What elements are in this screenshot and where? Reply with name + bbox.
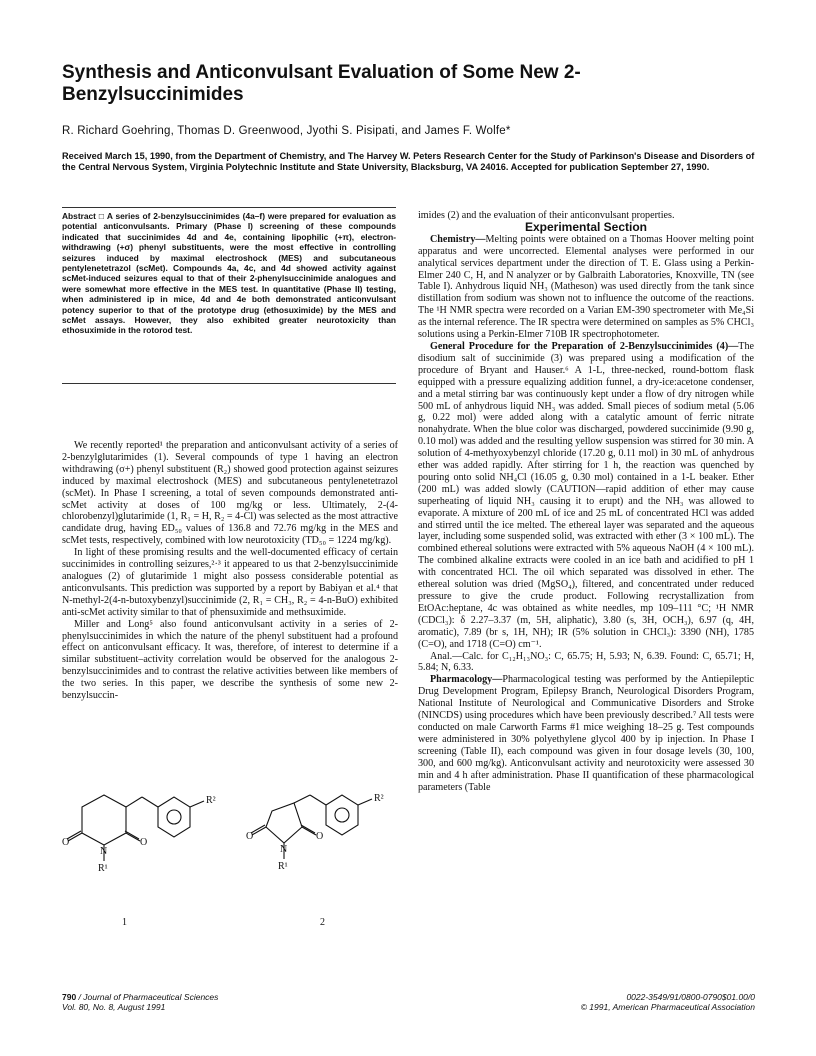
chemistry-paragraph bbox=[418, 234, 754, 341]
right-column-body bbox=[418, 210, 754, 793]
body-paragraph: imides (2) and the evaluation of their anticonvulsant properties. bbox=[418, 210, 675, 221]
abstract-top-rule bbox=[62, 207, 396, 208]
r2-label: R² bbox=[374, 793, 384, 804]
article-title: Synthesis and Anticonvulsant Evaluation of Some New 2-Benzylsuccinimides bbox=[62, 62, 581, 105]
r1-label: R¹ bbox=[98, 863, 108, 874]
oxygen-label: O bbox=[246, 831, 254, 842]
chemistry-label: Chemistry— bbox=[430, 233, 486, 245]
chemistry-text: Melting points were obtained on a Thomas Hoover melting point apparatus and were uncorrected. Elemental analyses were performed in our analytical services department under the direction of T. E. Glass using a Perkin-Elmer 240 C, H, and N analyzer or by Galbraith Laboratories, Knoxville, TN (see Table I). Anhydrous liquid NH₃ (Matheson) was used directly from the tank since distillation from sodium was shown not to influence the outcome of the reactions. The ¹H NMR spectra were recorded on a Varian EM-390 spectrometer with Me₄Si as the internal reference. The IR spectra were determined on samples as 5% CHCl₃ solutions using a Perkin-Elmer 710B IR spectrophotometer. bbox=[418, 233, 754, 341]
oxygen-label: O bbox=[140, 837, 148, 848]
abstract-bottom-rule bbox=[62, 383, 396, 384]
chemical-structures bbox=[62, 755, 398, 945]
body-paragraph: We recently reported¹ the preparation and anticonvulsant activity of a series of 2-benzylglutarimides (1). Several compounds of type 1 having an electron withdrawing (σ+) phenyl substituent (R₂) showed good protection against seizures induced by maximal electroshock (MES) and subcutaneous pentylenetetrazol (scMet). In Phase I screening, a total of seven compounds demonstrated anti-scMet activity at doses of 100 mg/kg or less. Ultimately, 2-(4-chlorobenzyl)glutarimide (1, R₁ = H, R₂ = 4-Cl) was selected as the most attractive candidate drug, having ED₅₀ values of 136.8 and 72.76 mg/kg in the MES and scMet tests, respectively, combined with low neurotoxicity (TD₅₀ = 1224 mg/kg). bbox=[62, 440, 398, 547]
abstract-text: □ A series of 2-benzylsuccinimides (4a–f) were prepared for evaluation as potential anticonvulsants. Primary (Phase I) screening of these compounds indicated that succinimides 4d and 4e, containing lipophilic (+π), electron-withdrawing (+σ) phenyl substituents, were the most effective in controlling seizures induced by maximal electroshock (MES) and subcutaneous pentylenetetrazol (scMet). Compounds 4a, 4c, and 4d showed activity against scMet-induced seizures equal to that of their 2-phenylsuccinimide analogues and were somewhat more effective in the MES test. In quantitative (Phase II) testing, when administered ip in mice, 4d and 4e both demonstrated anticonvulsant potency superior to that of the prototype drug (ethosuximide) by the MES and scMet assays. However, they also exhibited greater neurotoxicity than ethosuximide in the rotorod test. bbox=[62, 211, 397, 336]
r1-label: R¹ bbox=[278, 861, 288, 872]
abstract-label: Abstract bbox=[62, 211, 96, 221]
pharmacology-paragraph bbox=[418, 674, 754, 793]
nitrogen-label: N bbox=[280, 844, 288, 855]
pharmacology-label: Pharmacology— bbox=[430, 674, 503, 686]
section-heading: Experimental Section bbox=[524, 219, 648, 234]
copyright-line: © 1991, American Pharmaceutical Association bbox=[580, 1002, 755, 1012]
pharmacology-text: Pharmacological testing was performed by the Antiepileptic Drug Development Program, Epilepsy Branch, Neurological Disorders Program, National Institute of Neurological and Communicative Disorders and Stroke (NINCDS) using procedures which have been previously described.⁷ All tests were conducted on male Carworth Farms #1 mice weighing 18–25 g. Test compounds were administered in 30% polyethylene glycol 400 by ip injection. In Phase I screening (Table II), each compound was given in four dosage levels (30, 100, 300, and 600 mg/kg). Anticonvulsant activity and neurotoxicity were assessed 30 min and 4 h after administration. Phase II quantification of these pharmacological parameters (Table bbox=[418, 674, 754, 793]
body-paragraph: Miller and Long⁵ also found anticonvulsant activity in a series of 2-phenylsuccinimides in which the nature of the phenyl substituent had a profound effect on anticonvulsant efficacy. It was, therefore, of interest to determine if a similar substituent–activity correlation would be observed for the analogous 2-benzylsuccinimides and to contrast the relative activities between like members of the two series. In this paper, we describe the synthesis of some new 2-benzylsuccin- bbox=[62, 618, 398, 702]
structure-label-1: 1 bbox=[122, 917, 127, 928]
oxygen-label: O bbox=[62, 837, 70, 848]
page-number: 790 bbox=[62, 992, 77, 1002]
footer-journal bbox=[62, 992, 218, 1012]
oxygen-label: O bbox=[316, 831, 324, 842]
journal-name: / Journal of Pharmaceutical Sciences bbox=[76, 992, 219, 1002]
procedure-paragraph bbox=[418, 341, 754, 651]
procedure-text: The disodium salt of succinimide (3) was prepared using a modification of the procedure of Bryant and Hauser.⁶ A 1-L, three-necked, round-bottom flask equipped with a pressure equalizing addition funnel, a dry-ice:acetone condenser, and a metal stirring bar was continuously kept under a flow of dry nitrogen while 500 mL of anhydrous liquid NH₃ was added. Small pieces of sodium metal (5.06 g, 0.22 mol) were added along with a catalytic amount of ferric nitrate nonahydrate. When the blue color was discharged, powdered succinimide (9.90 g, 0.10 mol) was added and the resulting yellow suspension was stirred for 30 min. A solution of 4-methyoxybenzyl chloride (17.20 g, 0.11 mol) in 30 mL of anhydrous ether was added rapidly. After stirring for 1 h, the reaction was quenched by pouring onto solid NH₄Cl (16.05 g, 0.30 mol) contained in a 1-L beaker. Ether (200 mL) was added slowly (CAUTION—rapid addition of ether may cause superheating of liquid NH₃ causing it to erupt) and the NH₃ was allowed to evaporate. A mixture of 200 mL of ice and 25 mL of concentrated HCl was added and stirred until the ice melted. The ethereal layer was separated and the aqueous layer, including some suspended solid, was extracted with ether (3 × 100 mL). The combined ethereal solutions were extracted with 5% aqueous NaOH (4 × 100 mL). The combined alkaline extracts were cooled in an ice bath and acidified to pH 1 with concentrated HCl. The oil which separated was dissolved in ether. The ethereal solution was dried (MgSO₄), filtered, and concentrated under reduced pressure to give the crude product. Following recrystallization from EtOAc:heptane, 4c was obtained as white needles, mp 109–111 °C; ¹H NMR (CDCl₃): δ 2.27–3.37 (m, 5H, aliphatic), 3.80 (s, 3H, OCH₃), 6.97 (q, 4H, aromatic), 7.89 (br s, 1H, NH); IR (5% solution in CHCl₃): 3390 (NH), 1785 (C=O), and 1718 (C=O) cm⁻¹. bbox=[418, 340, 754, 650]
structure-label-2: 2 bbox=[320, 917, 325, 928]
succinimide-structure-2 bbox=[251, 795, 372, 859]
article-code: 0022-3549/91/0800-0790$01.00/0 bbox=[626, 992, 755, 1002]
abstract bbox=[62, 211, 396, 336]
journal-volume: Vol. 80, No. 8, August 1991 bbox=[62, 1002, 166, 1012]
footer-copyright bbox=[520, 992, 755, 1012]
r2-label: R² bbox=[206, 795, 216, 806]
author-list: R. Richard Goehring, Thomas D. Greenwood, Jyothi S. Pisipati, and James F. Wolfe* bbox=[62, 125, 511, 137]
procedure-label: General Procedure for the Preparation of 2-Benzylsuccinimides (4)— bbox=[430, 340, 739, 352]
analysis-paragraph: Anal.—Calc. for C₁₂H₁₃NO₃: C, 65.75; H, 5.93; N, 6.39. Found: C, 65.71; H, 5.84; N, 6.33. bbox=[418, 650, 754, 674]
nitrogen-label: N bbox=[100, 846, 108, 857]
body-paragraph: In light of these promising results and the well-documented efficacy of certain succinimides in controlling seizures,²·³ it appeared to us that 2-benzylsuccinimide analogues (2) of glutarimide 1 might also possess considerable potential as anticonvulsants. This prediction was supported by a report by Babiyan et al.⁴ that N-methyl-2(4-n-butoxybenzyl)succinimide (2, R₁ = CH₃, R₂ = 4-n-BuO) exhibited anti-scMet activity similar to that of phensuximide and methsuximide. bbox=[62, 547, 398, 618]
glutarimide-structure-1 bbox=[67, 795, 204, 861]
received-note: Received March 15, 1990, from the Department of Chemistry, and The Harvey W. Peters Research Center for the Study of Parkinson's Disease and Disorders of the Central Nervous System, Virginia Polytechnic Institute and State University, Blacksburg, VA 24016. Accepted for publication September 27, 1990. bbox=[62, 151, 755, 172]
left-column-body bbox=[62, 440, 398, 702]
